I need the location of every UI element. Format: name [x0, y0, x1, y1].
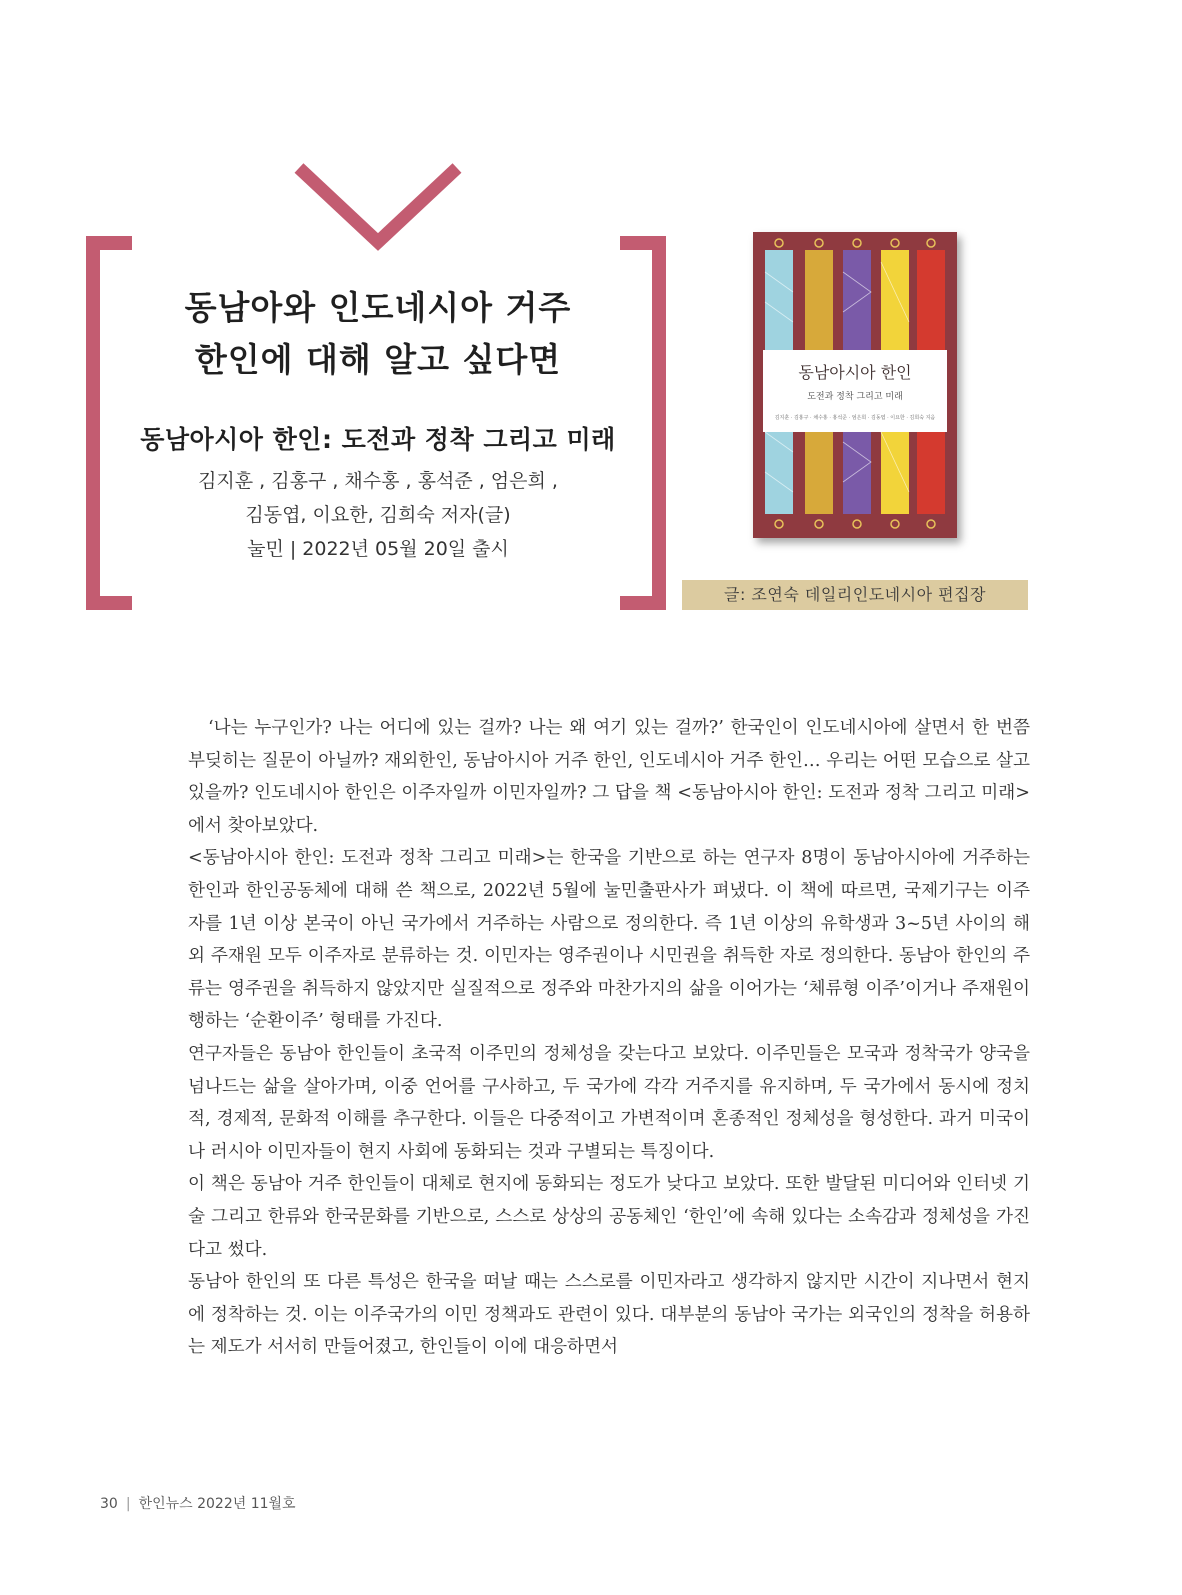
author-credit: 글: 조연숙 데일리인도네시아 편집장 — [682, 580, 1028, 610]
headline-line-2: 한인에 대해 알고 싶다면 — [194, 340, 562, 379]
publication-name: 한인뉴스 2022년 11월호 — [138, 1496, 296, 1512]
cover-title: 동남아시아 한인 — [798, 363, 912, 382]
cover-label — [763, 350, 947, 432]
article-body — [188, 712, 1030, 1364]
cover-authors: 김지훈 · 김홍구 · 채수홍 · 홍석준 · 엄은희 · 김동엽 · 이요한 · 김희숙 지음 — [774, 415, 936, 421]
paragraph: 연구자들은 동남아 한인들이 초국적 이주민의 정체성을 갖는다고 보았다. 이주민들은 모국과 정착국가 양국을 넘나드는 삶을 살아가며, 이중 언어를 구사하고, 두 국가에 각각 거주지를 유지하며, 두 국가에서 동시에 정치적, 경제적, 문화적 이해를 추구한다. 이들은 다중적이고 가변적이며 혼종적인 정체성을 형성한다. 과거 미국이나 러시아 이민자들이 현지 사회에 동화되는 것과 구별되는 특징이다. — [188, 1043, 1030, 1162]
authors-line-2: 김동엽, 이요한, 김희숙 저자(글) — [245, 504, 511, 526]
chevron-down-icon — [293, 162, 463, 252]
paragraph: 동남아 한인의 또 다른 특성은 한국을 떠날 때는 스스로를 이민자라고 생각하지 않지만 시간이 지나면서 현지에 정착하는 것. 이는 이주국가의 이민 정책과도 관련이 있다. 대부분의 동남아 국가는 외국인의 정착을 허용하는 제도가 서서히 만들어졌고, 한인들이 이에 대응하면서 — [188, 1272, 1030, 1358]
book-info — [110, 464, 646, 566]
cover-subtitle: 도전과 정착 그리고 미래 — [807, 392, 903, 402]
page-number: 30 — [100, 1496, 118, 1512]
publisher-line: 눌민 | 2022년 05월 20일 출시 — [247, 538, 509, 560]
headline — [140, 282, 616, 386]
paragraph: <동남아시아 한인: 도전과 정착 그리고 미래>는 한국을 기반으로 하는 연구자 8명이 동남아시아에 거주하는 한인과 한인공동체에 대해 쓴 책으로, 2022년 5월에 눌민출판사가 펴냈다. 이 책에 따르면, 국제기구는 이주자를 1년 이상 본국이 아닌 국가에서 거주하는 사람으로 정의한다. 즉 1년 이상의 유학생과 3~5년 사이의 해외 주재원 모두 이주자로 분류하는 것. 이민자는 영주권이나 시민권을 취득한 자로 정의한다. 동남아 한인의 주류는 영주권을 취득하지 않았지만 실질적으로 정주와 마찬가지의 삶을 이어가는 ‘체류형 이주’이거나 주재원이 행하는 ‘순환이주’ 형태를 가진다. — [188, 848, 1030, 1032]
footer-separator: | — [125, 1496, 131, 1512]
book-title: 동남아시아 한인: 도전과 정착 그리고 미래 — [140, 425, 616, 454]
paragraph: ‘나는 누구인가? 나는 어디에 있는 걸까? 나는 왜 여기 있는 걸까?’ 한국인이 인도네시아에 살면서 한 번쯤 부딪히는 질문이 아닐까? 재외한인, 동남아시아 거주 한인, 인도네시아 거주 한인… 우리는 어떤 모습으로 살고 있을까? 인도네시아 한인은 이주자일까 이민자일까? 그 답을 책 <동남아시아 한인: 도전과 정착 그리고 미래>에서 찾아보았다. — [188, 718, 1030, 836]
headline-line-1: 동남아와 인도네시아 거주 — [184, 288, 572, 327]
paragraph: 이 책은 동남아 거주 한인들이 대체로 현지에 동화되는 정도가 낮다고 보았다. 또한 발달된 미디어와 인터넷 기술 그리고 한류와 한국문화를 기반으로, 스스로 상상의 공동체인 ‘한인’에 속해 있다는 소속감과 정체성을 가진다고 썼다. — [188, 1174, 1030, 1260]
authors-line-1: 김지훈 , 김홍구 , 채수홍 , 홍석준 , 엄은희 , — [198, 470, 558, 492]
page-footer — [100, 1493, 296, 1513]
book-cover — [753, 232, 957, 538]
